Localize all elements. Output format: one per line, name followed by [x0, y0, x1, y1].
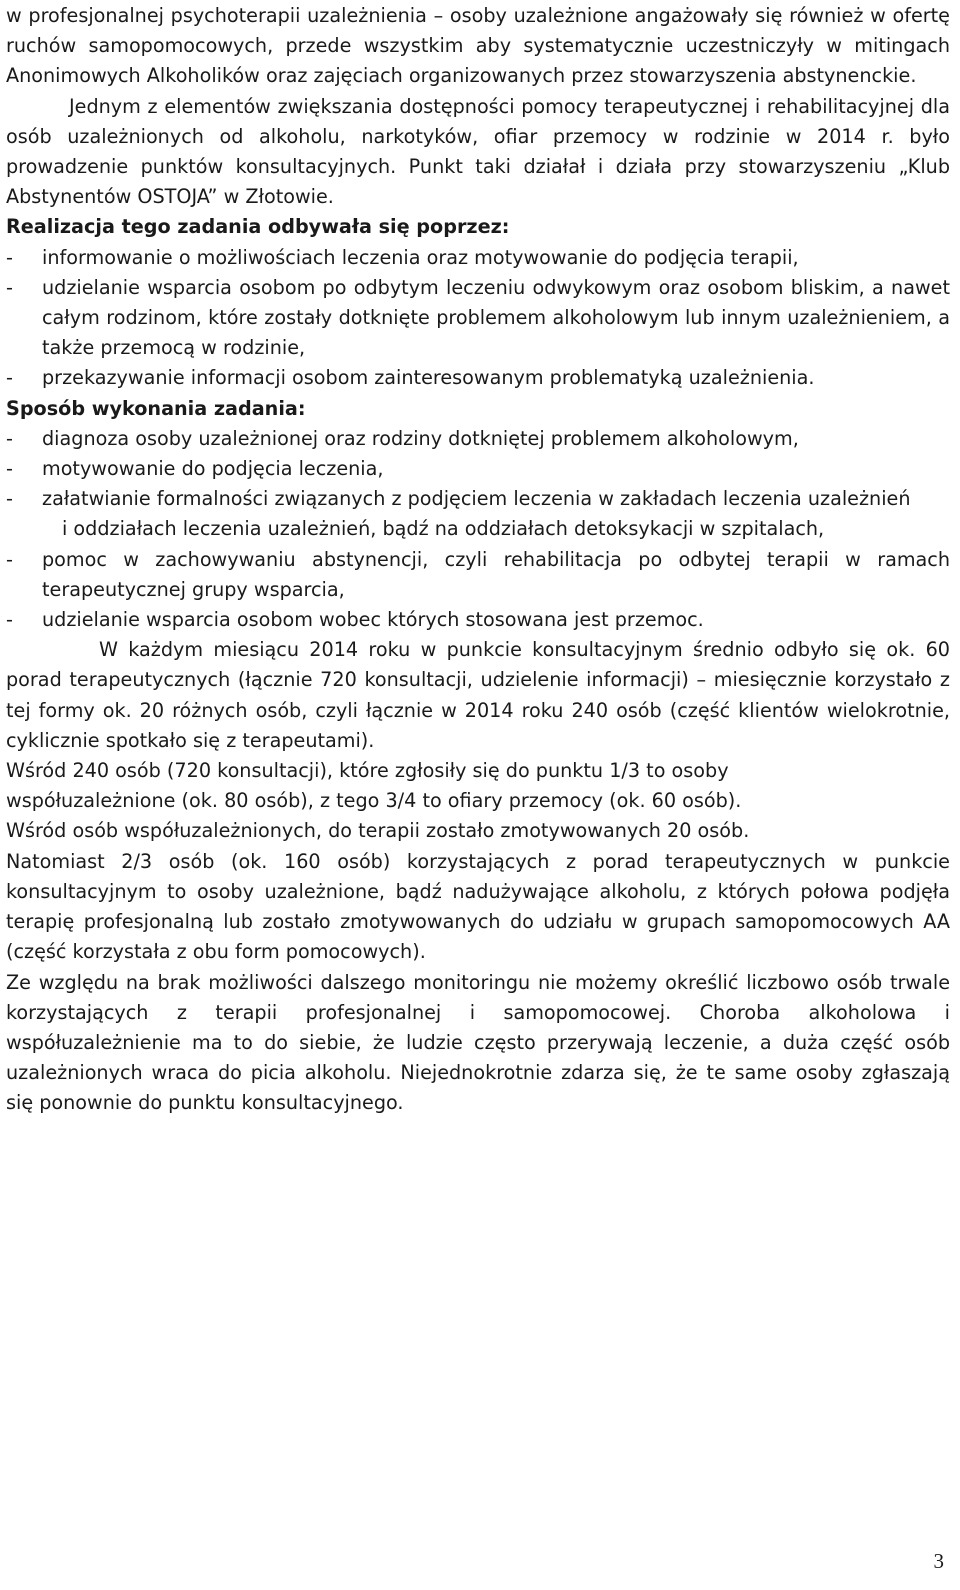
stats-line: Wśród 240 osób (720 konsultacji), które zgłosiły się do punktu 1/3 to osoby: [6, 759, 729, 783]
stats-line: Wśród osób współuzależnionych, do terapii zostało zmotywowanych 20 osób.: [6, 819, 750, 843]
list-item: - informowanie o możliwościach leczenia oraz motywowanie do podjęcia terapii,: [6, 243, 950, 273]
list-item: [6, 484, 950, 544]
stats-line: współuzależnione (ok. 80 osób), z tego 3/4 to ofiary przemocy (ok. 60 osób).: [6, 789, 742, 813]
list-item: - pomoc w zachowywaniu abstynencji, czyli rehabilitacja po odbytej terapii w ramach terapeutycznej grupy wsparcia,: [6, 545, 950, 605]
addicted-persons-paragraph: Natomiast 2/3 osób (ok. 160 osób) korzystających z porad terapeutycznych w punkcie konsultacyjnym to osoby uzależnione, bądź nadużywające alkoholu, z których połowa podjęła terapię profesjonalną lub zostało zmotywowanych do udziału w grupach samopomocowych AA (część korzystała z obu form pomocowych).: [6, 849, 950, 964]
intro-paragraph: w profesjonalnej psychoterapii uzależnienia – osoby uzależnione angażowały się również w ofertę ruchów samopomocowych, przede wszystkim aby systematycznie uczestniczyły w mitingach Anonimowych Alkoholików oraz zajęciach organizowanych przez stowarzyszenia abstynenckie.: [6, 4, 950, 88]
page-number: 3: [933, 1549, 944, 1573]
realization-list: [6, 243, 950, 394]
method-list: [6, 424, 950, 635]
list-item: - motywowanie do podjęcia leczenia,: [6, 454, 950, 484]
consultation-point-paragraph: Jednym z elementów zwiększania dostępności pomocy terapeutycznej i rehabilitacyjnej dla osób uzależnionych od alkoholu, narkotyków, ofiar przemocy w rodzinie w 2014 r. było prowadzenie punktów konsultacyjnych. Punkt taki działał i działa przy stowarzyszeniu „Klub Abstynentów OSTOJA” w Złotowie.: [6, 94, 950, 209]
list-item-text: załatwianie formalności związanych z podjęciem leczenia w zakładach leczenia uzależnień: [42, 487, 911, 511]
list-item: - udzielanie wsparcia osobom wobec których stosowana jest przemoc.: [6, 605, 950, 635]
monthly-consultations-paragraph: W każdym miesiącu 2014 roku w punkcie konsultacyjnym średnio odbyło się ok. 60 porad terapeutycznych (łącznie 720 konsultacji, udzielenie informacji) – miesięcznie korzystało z tej formy ok. 20 różnych osób, czyli łącznie w 2014 roku 240 osób (część klientów wielokrotnie, cyklicznie spotkało się z terapeutami).: [6, 638, 950, 752]
list-item: - udzielanie wsparcia osobom po odbytym leczeniu odwykowym oraz osobom bliskim, a nawet całym rodzinom, które zostały dotknięte problemem alkoholowym lub innym uzależnieniem, a także przemocą w rodzinie,: [6, 273, 950, 364]
list-item: - diagnoza osoby uzależnionej oraz rodziny dotkniętej problemem alkoholowym,: [6, 424, 950, 454]
list-item-continuation: i oddziałach leczenia uzależnień, bądź na oddziałach detoksykacji w szpitalach,: [62, 517, 825, 541]
method-heading: Sposób wykonania zadania:: [6, 396, 306, 420]
document-page: [6, 1, 950, 1119]
closing-paragraph: Ze względu na brak możliwości dalszego monitoringu nie możemy określić liczbowo osób trwale korzystających z terapii profesjonalnej i samopomocowej. Choroba alkoholowa i współuzależnienie ma to do siebie, że ludzie często przerywają leczenie, a duża część osób uzależnionych wraca do picia alkoholu. Niejednokrotnie zdarza się, że te same osoby zgłaszają się ponownie do punktu konsultacyjnego.: [6, 970, 950, 1115]
list-item: - przekazywanie informacji osobom zainteresowanym problematyką uzależnienia.: [6, 363, 950, 393]
realization-heading: Realizacja tego zadania odbywała się poprzez:: [6, 215, 510, 239]
